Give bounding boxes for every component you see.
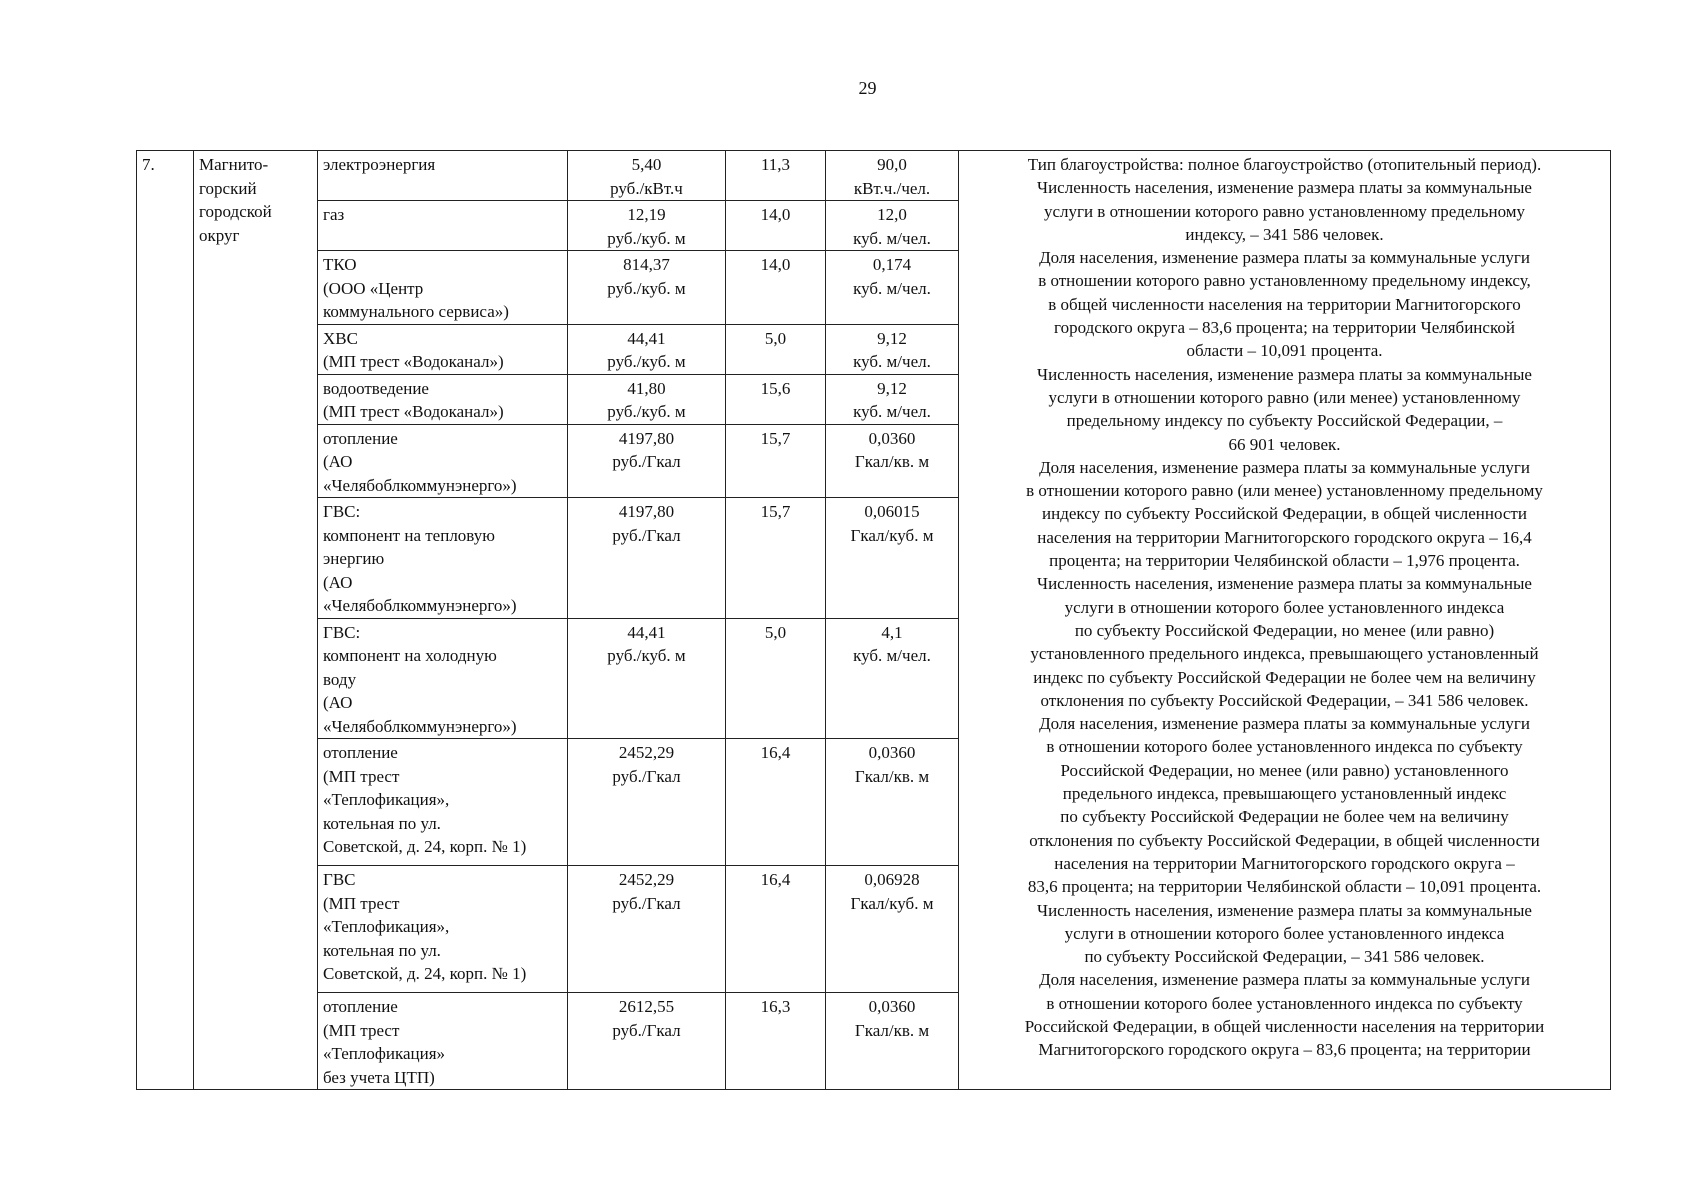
description-line: Российской Федерации, в общей численности населения на территории: [1024, 1016, 1545, 1036]
norm-value: 0,0360: [868, 997, 916, 1016]
service-name-line: отопление: [323, 428, 398, 448]
index-cell: [726, 374, 826, 424]
service-name-cell: [318, 739, 568, 866]
norm-cell: [826, 374, 959, 424]
tariff-unit: руб./Гкал: [612, 525, 681, 545]
tariff-value: 12,19: [627, 205, 666, 224]
tariff-value: 44,41: [627, 328, 666, 348]
service-name-line: отопление: [323, 997, 398, 1016]
service-name-line: (МП трест: [323, 1020, 400, 1040]
norm-value: 0,174: [872, 255, 912, 274]
service-name-line: ТКО: [323, 255, 357, 274]
description-line: по субъекту Российской Федерации не более чем на величину: [1060, 807, 1509, 827]
tariff-cell: [568, 424, 726, 498]
municipality-name-line: городской: [199, 202, 272, 221]
norm-unit: Гкал/кв. м: [854, 766, 930, 786]
service-name-line: (АО: [323, 693, 353, 712]
index-cell: [726, 618, 826, 739]
description-line: индексу, – 341 586 человек.: [1185, 224, 1384, 244]
description-line: отклонения по субъекту Российской Федерации, – 341 586 человек.: [1040, 690, 1529, 710]
service-name-cell: [318, 251, 568, 325]
tariff-value: 44,41: [627, 622, 666, 642]
service-name-line: воду: [323, 669, 357, 689]
service-name-line: Советской, д. 24, корп. № 1): [323, 837, 527, 856]
norm-unit: Гкал/кв. м: [854, 1020, 930, 1040]
index-cell: [726, 993, 826, 1090]
service-name-cell: [318, 201, 568, 251]
index-cell: [726, 251, 826, 325]
norm-unit: кВт.ч./чел.: [853, 178, 931, 198]
tariff-value: 4197,80: [618, 428, 675, 448]
tariff-value: 2452,29: [618, 870, 675, 889]
tariff-cell: [568, 866, 726, 993]
service-name-line: ГВС:: [323, 502, 361, 521]
norm-unit: куб. м/чел.: [853, 646, 931, 665]
norm-value: 0,06015: [864, 502, 920, 521]
service-name-line: (МП трест: [323, 766, 400, 786]
norm-unit: куб. м/чел.: [853, 402, 931, 421]
norm-value: 0,0360: [868, 743, 916, 762]
description-line: Доля населения, изменение размера платы за коммунальные услуги: [1039, 714, 1530, 734]
service-name-line: ХВС: [323, 328, 358, 348]
norm-value: 0,0360: [868, 428, 916, 448]
service-name-cell: [318, 618, 568, 739]
description-line: предельного индекса, превышающего установленный индекс: [1062, 784, 1507, 804]
description-line: предельному индексу по субъекту Российской Федерации, –: [1066, 411, 1503, 431]
description-line: 66 901 человек.: [1228, 434, 1341, 454]
index-value: 11,3: [760, 155, 791, 174]
description-line: 83,6 процента; на территории Челябинской области – 10,091 процента.: [1027, 877, 1542, 897]
tariff-cell: [568, 993, 726, 1090]
tariff-unit: руб./куб. м: [607, 352, 686, 371]
norm-value: 90,0: [877, 155, 907, 174]
tariff-cell: [568, 618, 726, 739]
description-line: установленного предельного индекса, превышающего установленный: [1030, 644, 1539, 664]
tariff-value: 2452,29: [618, 743, 675, 762]
description-line: населения на территории Магнитогорского городского округа –: [1054, 853, 1515, 873]
page-number: 29: [858, 78, 877, 98]
norm-cell: [826, 201, 959, 251]
index-value: 16,4: [760, 870, 791, 889]
tariff-cell: [568, 498, 726, 619]
norm-value: 0,06928: [864, 870, 920, 889]
municipality-name-line: Магнито-: [199, 155, 269, 174]
service-name-cell: [318, 151, 568, 201]
service-name-line: «Теплофикация»,: [323, 917, 450, 936]
norm-cell: [826, 866, 959, 993]
description-line: Доля населения, изменение размера платы за коммунальные услуги: [1039, 248, 1530, 268]
tariff-unit: руб./кВт.ч: [610, 178, 683, 198]
tariff-table: [136, 150, 1611, 1090]
service-name-line: «Челябоблкоммунэнерго»): [323, 475, 517, 495]
index-value: 5,0: [764, 622, 787, 642]
index-value: 14,0: [760, 255, 791, 274]
tariff-unit: руб./Гкал: [612, 1020, 681, 1040]
tariff-unit: руб./Гкал: [612, 452, 681, 471]
description-line: населения на территории Магнитогорского городского округа – 16,4: [1037, 527, 1532, 547]
index-cell: [726, 866, 826, 993]
municipality-name-line: горский: [199, 178, 257, 198]
description-line: в общей численности населения на территории Магнитогорского: [1048, 294, 1521, 314]
row-number: 7.: [137, 151, 194, 1090]
tariff-cell: [568, 201, 726, 251]
service-name-line: «Челябоблкоммунэнерго»): [323, 596, 517, 615]
description-line: Магнитогорского городского округа – 83,6 процента; на территории: [1038, 1040, 1531, 1060]
service-name-line: (МП трест «Водоканал»): [323, 402, 504, 421]
index-value: 16,4: [760, 743, 791, 762]
service-name-cell: [318, 498, 568, 619]
description-line: в отношении которого более установленного индекса по субъекту: [1046, 737, 1523, 757]
service-name-line: (ООО «Центр: [323, 278, 424, 298]
description-line: по субъекту Российской Федерации, – 341 586 человек.: [1084, 947, 1485, 967]
description-line: услуги в отношении которого равно установленному предельному: [1043, 201, 1526, 221]
tariff-cell: [568, 739, 726, 866]
index-cell: [726, 424, 826, 498]
index-value: 15,7: [760, 428, 791, 448]
description-line: отклонения по субъекту Российской Федерации, в общей численности: [1029, 830, 1540, 850]
description-line: в отношении которого более установленного индекса по субъекту: [1046, 993, 1523, 1013]
service-name-line: отопление: [323, 743, 398, 762]
tariff-value: 5,40: [631, 155, 662, 174]
norm-cell: [826, 739, 959, 866]
tariff-cell: [568, 324, 726, 374]
service-name-line: компонент на холодную: [323, 646, 497, 665]
tariff-unit: руб./куб. м: [607, 646, 686, 665]
tariff-cell: [568, 374, 726, 424]
description-line: процента; на территории Челябинской области – 1,976 процента.: [1049, 551, 1520, 571]
norm-value: 12,0: [877, 205, 907, 224]
municipality-name-line: округ: [199, 225, 240, 245]
tariff-unit: руб./куб. м: [607, 228, 686, 248]
table-row: [137, 151, 1611, 201]
tariff-unit: руб./куб. м: [607, 402, 686, 421]
index-value: 5,0: [764, 328, 787, 348]
tariff-value: 2612,55: [618, 997, 675, 1016]
norm-value: 9,12: [877, 328, 907, 348]
service-name-line: коммунального сервиса»): [323, 302, 509, 321]
norm-unit: куб. м/чел.: [853, 278, 931, 298]
tariff-unit: руб./Гкал: [612, 766, 681, 786]
description-line: городского округа – 83,6 процента; на территории Челябинской: [1054, 318, 1515, 338]
description-line: услуги в отношении которого более установленного индекса: [1064, 597, 1505, 617]
tariff-unit: руб./куб. м: [607, 278, 686, 298]
norm-cell: [826, 324, 959, 374]
description-line: индекс по субъекту Российской Федерации не более чем на величину: [1033, 667, 1536, 687]
norm-cell: [826, 424, 959, 498]
description-line: Тип благоустройства: полное благоустройство (отопительный период).: [1027, 155, 1542, 174]
service-name-line: Советской, д. 24, корп. № 1): [323, 964, 527, 983]
tariff-cell: [568, 151, 726, 201]
description-line: по субъекту Российской Федерации, но менее (или равно): [1074, 620, 1495, 640]
description-line: услуги в отношении которого равно (или менее) установленному: [1048, 387, 1521, 407]
description-line: Российской Федерации, но менее (или равно) установленного: [1060, 760, 1509, 780]
norm-unit: куб. м/чел.: [853, 352, 931, 371]
service-name-line: «Теплофикация»: [323, 1044, 446, 1063]
service-name-line: (МП трест «Водоканал»): [323, 352, 504, 371]
service-name-line: энергию: [323, 549, 385, 568]
index-cell: [726, 739, 826, 866]
description-line: Численность населения, изменение размера платы за коммунальные: [1037, 178, 1532, 198]
description-line: Численность населения, изменение размера платы за коммунальные: [1037, 574, 1532, 594]
description-line: области – 10,091 процента.: [1186, 341, 1383, 361]
index-value: 16,3: [760, 997, 791, 1016]
description-line: Численность населения, изменение размера платы за коммунальные: [1037, 900, 1532, 920]
index-value: 14,0: [760, 205, 791, 224]
index-cell: [726, 201, 826, 251]
tariff-value: 4197,80: [618, 502, 675, 521]
service-name-cell: [318, 866, 568, 993]
service-name-cell: [318, 424, 568, 498]
service-name-cell: [318, 324, 568, 374]
norm-cell: [826, 151, 959, 201]
norm-cell: [826, 618, 959, 739]
description-line: услуги в отношении которого более установленного индекса: [1064, 923, 1505, 943]
service-name-line: (АО: [323, 572, 353, 592]
index-cell: [726, 324, 826, 374]
norm-unit: Гкал/куб. м: [850, 525, 934, 545]
description-line: в отношении которого равно (или менее) установленному предельному: [1026, 481, 1543, 501]
service-name-line: ГВС:: [323, 622, 361, 642]
service-name-line: «Челябоблкоммунэнерго»): [323, 716, 517, 736]
index-value: 15,7: [760, 502, 791, 521]
service-name-line: ГВС: [323, 870, 356, 889]
description-line: в отношении которого равно установленному предельному индексу,: [1038, 271, 1531, 291]
norm-unit: Гкал/кв. м: [854, 452, 930, 471]
service-name-line: компонент на тепловую: [323, 525, 495, 545]
norm-cell: [826, 993, 959, 1090]
service-name-line: (АО: [323, 452, 353, 471]
municipality-cell: [194, 151, 318, 1090]
index-cell: [726, 498, 826, 619]
description-line: Доля населения, изменение размера платы за коммунальные услуги: [1039, 457, 1530, 477]
description-line: Доля населения, изменение размера платы за коммунальные услуги: [1039, 970, 1530, 990]
service-name-line: котельная по ул.: [323, 940, 441, 960]
tariff-value: 41,80: [627, 378, 666, 398]
index-cell: [726, 151, 826, 201]
service-name-line: электроэнергия: [323, 155, 436, 174]
tariff-unit: руб./Гкал: [612, 893, 681, 913]
service-name-cell: [318, 374, 568, 424]
norm-unit: Гкал/куб. м: [850, 893, 934, 913]
service-name-line: без учета ЦТП): [323, 1067, 435, 1087]
service-name-cell: [318, 993, 568, 1090]
norm-cell: [826, 498, 959, 619]
description-cell: [959, 151, 1611, 1090]
service-name-line: газ: [323, 205, 345, 224]
tariff-value: 814,37: [623, 255, 670, 274]
norm-value: 4,1: [881, 622, 903, 642]
service-name-line: котельная по ул.: [323, 813, 441, 833]
description-line: Численность населения, изменение размера платы за коммунальные: [1037, 364, 1532, 384]
tariff-cell: [568, 251, 726, 325]
service-name-line: «Теплофикация»,: [323, 790, 450, 809]
index-value: 15,6: [760, 378, 791, 398]
service-name-line: водоотведение: [323, 378, 429, 398]
service-name-line: (МП трест: [323, 893, 400, 913]
description-line: индексу по субъекту Российской Федерации, в общей численности: [1042, 504, 1527, 524]
norm-cell: [826, 251, 959, 325]
norm-unit: куб. м/чел.: [853, 228, 931, 248]
norm-value: 9,12: [877, 378, 907, 398]
